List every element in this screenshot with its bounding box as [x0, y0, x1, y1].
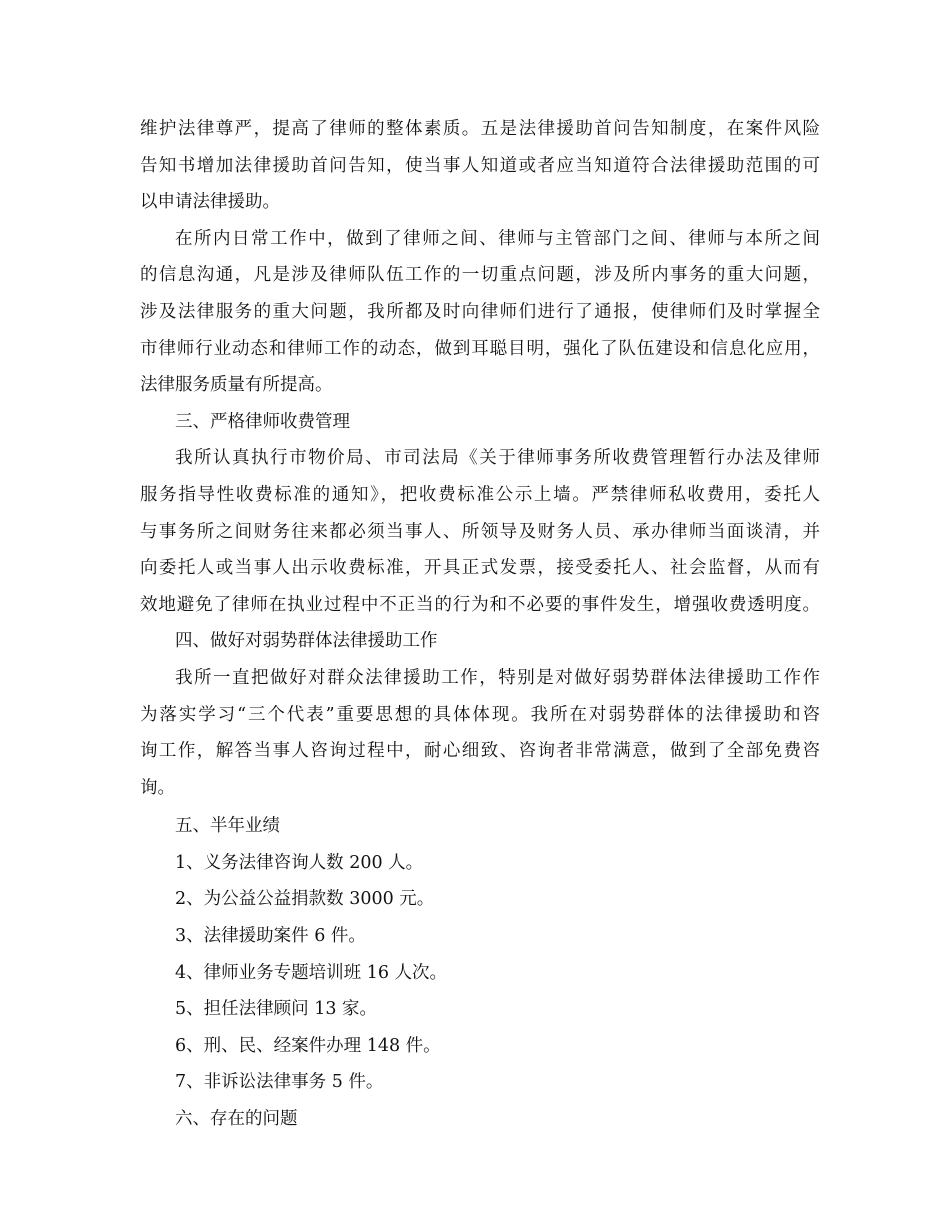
section-heading-problems	[140, 1101, 820, 1138]
text-line: 我所认真执行市物价局、市司法局《关于律师事务所收费管理暂行办法及律师	[175, 448, 820, 469]
list-item: 5、担任法律顾问 13 家。	[175, 999, 378, 1020]
paragraph-fee-management	[140, 440, 820, 623]
text-line: 市律师行业动态和律师工作的动态，做到耳聪目明，强化了队伍建设和信息化应用，	[140, 338, 820, 359]
text-line: 的信息沟通，凡是涉及律师队伍工作的一切重点问题，涉及所内事务的重大问题，	[140, 265, 820, 286]
heading-text: 三、严格律师收费管理	[175, 411, 350, 432]
paragraph-daily-work	[140, 221, 820, 404]
list-item: 7、非诉讼法律事务 5 件。	[175, 1072, 384, 1093]
document-body	[140, 111, 820, 1138]
heading-text: 五、半年业绩	[175, 816, 280, 837]
text-line: 在所内日常工作中，做到了律师之间、律师与主管部门之间、律师与本所之间	[175, 228, 820, 249]
heading-text: 四、做好对弱势群体法律援助工作	[175, 631, 438, 652]
heading-text: 六、存在的问题	[175, 1109, 298, 1130]
text-line: 为落实学习“三个代表”重要思想的具体体现。我所在对弱势群体的法律援助和咨	[140, 704, 820, 725]
text-line: 我所一直把做好对群众法律援助工作，特别是对做好弱势群体法律援助工作作	[175, 667, 820, 688]
text-line: 与事务所之间财务往来都必须当事人、所领导及财务人员、承办律师当面谈清，并	[140, 521, 820, 542]
list-item: 1、义务法律咨询人数 200 人。	[175, 852, 424, 873]
paragraph-legal-aid-notice	[140, 111, 820, 221]
list-item: 4、律师业务专题培训班 16 人次。	[175, 962, 448, 983]
paragraph-legal-aid	[140, 660, 820, 806]
text-line: 以申请法律援助。	[140, 192, 280, 213]
text-line: 向委托人或当事人出示收费标准，开具正式发票，接受委托人、社会监督，从而有	[140, 558, 820, 579]
section-heading-fee-management	[140, 404, 820, 441]
section-heading-achievements	[140, 808, 820, 845]
achievements-list	[140, 845, 820, 1101]
text-line: 涉及法律服务的重大问题，我所都及时向律师们进行了通报，使律师们及时掌握全	[140, 301, 820, 322]
text-line: 告知书增加法律援助首问告知，使当事人知道或者应当知道符合法律援助范围的可	[140, 155, 820, 176]
text-line: 维护法律尊严，提高了律师的整体素质。五是法律援助首问告知制度，在案件风险	[140, 119, 820, 139]
text-line: 法律服务质量有所提高。	[140, 375, 333, 396]
list-item: 2、为公益公益捐款数 3000 元。	[175, 889, 435, 910]
text-line: 询工作，解答当事人咨询过程中，耐心细致、咨询者非常满意，做到了全部免费咨	[140, 741, 820, 762]
list-item: 3、法律援助案件 6 件。	[175, 926, 366, 947]
list-item: 6、刑、民、经案件办理 148 件。	[175, 1035, 441, 1056]
text-line: 效地避免了律师在执业过程中不正当的行为和不必要的事件发生，增强收费透明度。	[140, 594, 820, 615]
text-line: 询。	[140, 777, 175, 798]
text-line: 服务指导性收费标准的通知》，把收费标准公示上墙。严禁律师私收费用，委托人	[140, 484, 820, 505]
section-heading-legal-aid	[140, 623, 820, 660]
